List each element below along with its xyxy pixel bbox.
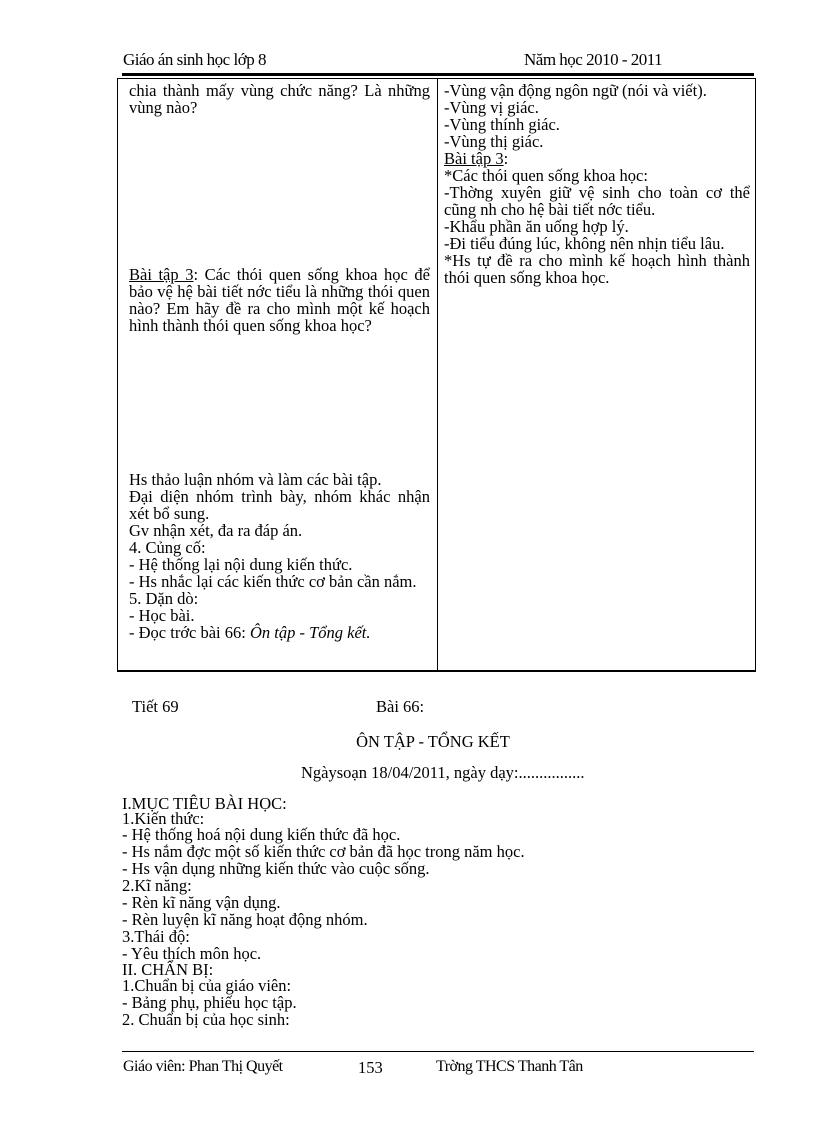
column-divider <box>437 79 438 670</box>
subheading: 2. Chuẩn bị của học sinh: <box>122 1010 290 1029</box>
body-line: - Bảng phụ, phiếu học tập. <box>122 993 297 1012</box>
left-exercise-3 <box>129 266 430 334</box>
left-question: chia thành mấy vùng chức năng? Là những vùng nào? <box>129 81 430 117</box>
page-number: 153 <box>358 1058 383 1077</box>
subheading: 1.Chuẩn bị của giáo viên: <box>122 976 292 995</box>
answer-line: -Vùng vận động ngôn ngữ (nói và viết). <box>444 81 707 100</box>
subheading: 2.Kĩ năng: <box>122 876 192 895</box>
activity-line: 4. Củng cố: <box>129 538 206 557</box>
body-line: - Hệ thống hoá nội dung kiến thức đã học. <box>122 825 401 844</box>
answer-line: *Hs tự đề ra cho mình kế hoạch hình thành thói quen sống khoa học. <box>444 251 750 287</box>
activity-line <box>129 624 430 641</box>
answer-line: -Đi tiểu đúng lúc, không nên nhịn tiểu lâu. <box>444 234 725 253</box>
answer-line: -Thờng xuyên giữ vệ sinh cho toàn cơ thể cũng nh cho hệ bài tiết nớc tiểu. <box>444 183 750 219</box>
body-line: - Rèn kĩ năng vận dụng. <box>122 893 281 912</box>
read-ahead-text: - Đọc trớc bài 66: <box>129 623 250 642</box>
body-line: - Hs vận dụng những kiến thức vào cuộc sống. <box>122 859 430 878</box>
answer-line: -Vùng thị giác. <box>444 132 544 151</box>
answer-line: -Vùng thính giác. <box>444 115 560 134</box>
activity-line: - Học bài. <box>129 606 195 625</box>
section-heading: II. CHẨN BỊ: <box>122 960 214 979</box>
answer-line: *Các thói quen sống khoa học: <box>444 166 648 185</box>
activity-line: Đại diện nhóm trình bày, nhóm khác nhận xét bổ sung. <box>129 487 430 523</box>
body-line: - Yêu thích môn học. <box>122 944 262 963</box>
answer-heading <box>444 150 750 167</box>
footer-school: Trờng THCS Thanh Tân <box>436 1058 583 1075</box>
footer-rule <box>122 1051 754 1052</box>
date-line: Ngàysoạn 18/04/2011, ngày dạy:................ <box>301 763 585 782</box>
exercise-label: Bài tập 3 <box>129 265 194 284</box>
exercise-text: : Các thói quen sống khoa học để bảo vệ hệ bài tiết nớc tiểu là những thói quen nào? Em hãy đề ra cho mình một kế hoạch hình thành thói quen sống khoa học? <box>129 265 430 335</box>
right-answers <box>444 82 750 286</box>
activity-line: - Hs nhắc lại các kiến thức cơ bản cần nắm. <box>129 572 417 591</box>
subheading: 1.Kiến thức: <box>122 809 205 828</box>
header-left: Giáo án sinh học lớp 8 <box>123 50 266 69</box>
lesson-title: ÔN TẬP - TỔNG KẾT <box>356 732 510 751</box>
lesson-table <box>117 78 756 672</box>
exercise-label: Bài tập 3 <box>444 149 504 168</box>
colon: : <box>503 149 509 168</box>
period-label: Tiết 69 <box>132 697 179 716</box>
activity-line: 5. Dặn dò: <box>129 589 199 608</box>
answer-line: -Khẩu phần ăn uống hợp lý. <box>444 217 629 236</box>
answer-line: -Vùng vị giác. <box>444 98 539 117</box>
header-rule <box>122 73 754 76</box>
activity-line: - Hệ thống lại nội dung kiến thức. <box>129 555 353 574</box>
activity-line: Hs thảo luận nhóm và làm các bài tập. <box>129 470 382 489</box>
subheading: 3.Thái độ: <box>122 927 190 946</box>
body-line: - Rèn luyện kĩ năng hoạt động nhóm. <box>122 910 368 929</box>
left-activities <box>129 471 430 641</box>
lesson-number: Bài 66: <box>376 697 425 716</box>
read-ahead-title: Ôn tập - Tổng kết. <box>249 623 371 642</box>
lesson-body <box>122 796 525 1028</box>
activity-line: Gv nhận xét, đa ra đáp án. <box>129 521 303 540</box>
section-heading: I.MỤC TIÊU BÀI HỌC: <box>122 794 287 813</box>
body-line: - Hs nắm đợc một số kiến thức cơ bản đã học trong năm học. <box>122 842 525 861</box>
header-right: Năm học 2010 - 2011 <box>524 50 663 69</box>
footer-teacher: Giáo viên: Phan Thị Quyết <box>123 1058 283 1075</box>
